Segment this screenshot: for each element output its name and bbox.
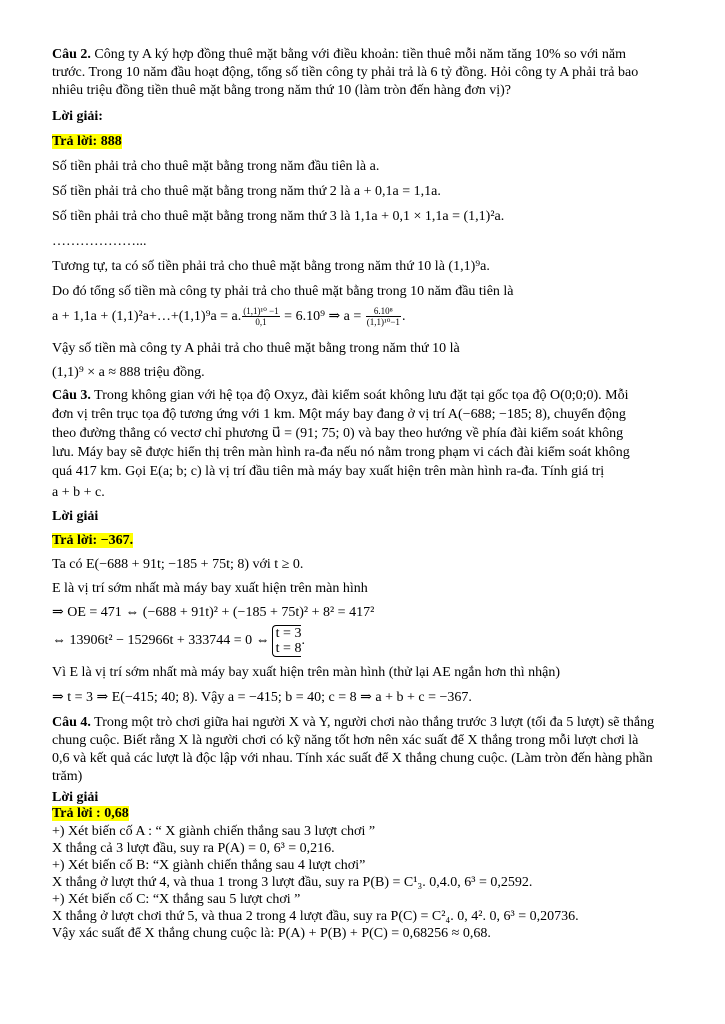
q3-prompt-line-4: lưu. Máy bay sẽ được hiển thị trên màn hình ra-đa nếu nó nằm trong phạm vi cách đài kiểm soát không	[52, 445, 630, 460]
q3-prompt-line-5: quá 417 km. Gọi E(a; b; c) là vị trí đầu tiên mà máy bay xuất hiện trên màn hình ra-đa. Tính giá trị	[52, 464, 605, 479]
q4-prompt-line-2: chung cuộc. Biết rằng X là người chơi có kỹ năng tốt hơn nên xác suất để X thắng trong mỗi lượt chơi là	[52, 733, 639, 748]
q3-prompt-line-2: đơn vị trên trục tọa độ tương ứng với 1 km. Một máy bay đang ở vị trí A(−688; −185; 8), chuyển động	[52, 407, 626, 422]
q2-eq-part-a: a + 1,1a + (1,1)²a+…+(1,1)⁹a = a.	[52, 309, 242, 324]
q3-prompt-line-1	[52, 387, 673, 405]
q2-prompt-text-1: Công ty A ký hợp đồng thuê mặt bằng với điều khoản: tiền thuê mỗi năm tăng 10% so với năm	[94, 47, 627, 62]
q4-step-4: X thắng ở lượt thứ 4, và thua 1 trong 3 lượt đầu, suy ra P(B) = C¹₃. 0,4.0, 6³ = 0,2592.	[52, 875, 533, 890]
q4-title: Câu 4.	[52, 715, 91, 730]
q2-step-6: Do đó tổng số tiền mà công ty phải trả cho thuê mặt bằng trong 10 năm đầu tiên là	[52, 284, 514, 299]
q4-prompt-text-1: Trong một trò chơi giữa hai người X và Y, người chơi nào thắng trước 3 lượt (tối đa 5 lượt) sẽ thắng	[94, 715, 655, 730]
q2-step-8: Vậy số tiền mà công ty A phải trả cho thuê mặt bằng trong năm thứ 10 là	[52, 341, 460, 356]
q3-prompt-text-1: Trong không gian với hệ tọa độ Oxyz, đài kiểm soát không lưu đặt tại gốc tọa độ O(0;0;0). Mỗi	[94, 388, 629, 403]
q4-solution-label: Lời giải	[52, 790, 99, 805]
q2-prompt-line-2: trước. Trong 10 năm đầu hoạt động, tổng số tiền công ty phải trả là 6 tỷ đồng. Hỏi công ty A phải trả bao	[52, 65, 639, 80]
q2-fraction-1: $\frac{\text{(1,1)¹⁰ −1}}{0,1}$	[243, 306, 279, 328]
q2-solution-label: Lời giải:	[52, 109, 103, 124]
q4-step-6: X thắng ở lượt chơi thứ 5, và thua 2 trong 4 lượt đầu, suy ra P(C) = C²₄. 0, 4². 0, 6³ = 0,20736.	[52, 909, 579, 924]
q2-prompt-line-1	[52, 46, 673, 64]
q4-step-3: +) Xét biến cố B: “X giành chiến thắng sau 4 lượt chơi”	[52, 858, 366, 873]
q2-eq-part-b: = 6.10⁹ ⇒ a =	[284, 309, 362, 324]
q2-fraction-2: $\frac{\text{6.10⁸}}{\text{(1,1)¹⁰−1}}$	[366, 306, 400, 328]
q2-eq-part-c: .	[401, 309, 406, 324]
q3-conclusion: ⇒ t = 3 ⇒ E(−415; 40; 8). Vậy a = −415; b = 40; c = 8 ⇒ a + b + c = −367.	[52, 690, 472, 705]
q2-step-1: Số tiền phải trả cho thuê mặt bằng trong năm đầu tiên là a.	[52, 159, 380, 174]
q3-prompt-line-3: theo đường thẳng có vectơ chỉ phương u⃗ = (91; 75; 0) và bay theo hướng về phía đài kiểm soát không	[52, 426, 624, 441]
q4-answer-highlight: Trả lời : 0,68	[52, 806, 129, 821]
q4-prompt-line-3: 0,6 và kết quả các lượt là độc lập với nhau. Tính xác suất để X thắng chung cuộc. (Làm tròn đến hàng phần	[52, 751, 653, 766]
q4-step-5: +) Xét biến cố C: “X thắng sau 5 lượt chơi ”	[52, 892, 301, 907]
q4-step-2: X thắng cả 3 lượt đầu, suy ra P(A) = 0, 6³ = 0,216.	[52, 841, 335, 856]
q2-title: Câu 2.	[52, 47, 91, 62]
q3-title: Câu 3.	[52, 388, 91, 403]
q3-solution-label: Lời giải	[52, 509, 99, 524]
q3-step-5: Vì E là vị trí sớm nhất mà máy bay xuất hiện trên màn hình (thử lại AE ngắn hơn thì nhận)	[52, 665, 561, 680]
q4-prompt-line-4: trăm)	[52, 769, 83, 784]
q3-prompt-line-6: a + b + c.	[52, 485, 105, 500]
q4-step-1: +) Xét biến cố A : “ X giành chiến thắng sau 3 lượt chơi ”	[52, 824, 376, 839]
q3-solution-system	[272, 625, 302, 657]
q4-prompt-line-1	[52, 714, 673, 732]
q2-step-5: Tương tự, ta có số tiền phải trả cho thuê mặt bằng trong năm thứ 10 là (1,1)⁹a.	[52, 259, 490, 274]
q2-step-3: Số tiền phải trả cho thuê mặt bằng trong năm thứ 3 là 1,1a + 0,1 × 1,1a = (1,1)²a.	[52, 209, 505, 224]
q3-step-4-equation	[52, 624, 673, 658]
q3-eq-part-a: ⇔ 13906t² − 152966t + 333744 = 0 ⇔	[52, 633, 270, 648]
q3-step-3: ⇒ OE = 471 ⇔ (−688 + 91t)² + (−185 + 75t)² + 8² = 417²	[52, 605, 375, 620]
q2-prompt-line-3: nhiêu triệu đồng tiền thuê mặt bằng trong năm thứ 10 (làm tròn đến hàng đơn vị)?	[52, 83, 511, 98]
q3-answer-highlight: Trả lời: −367.	[52, 533, 134, 548]
q3-root-2: t = 8	[275, 640, 302, 656]
q3-root-1: t = 3	[275, 625, 302, 641]
q2-step-7-equation	[52, 304, 673, 330]
q2-answer-highlight: Trả lời: 888	[52, 134, 122, 149]
q2-conclusion: (1,1)⁹ × a ≈ 888 triệu đồng.	[52, 365, 205, 380]
q3-step-2: E là vị trí sớm nhất mà máy bay xuất hiện trên màn hình	[52, 581, 368, 596]
q3-eq-part-b: .	[301, 633, 305, 648]
q3-step-1: Ta có E(−688 + 91t; −185 + 75t; 8) với t ≥ 0.	[52, 557, 304, 572]
q2-step-2: Số tiền phải trả cho thuê mặt bằng trong năm thứ 2 là a + 0,1a = 1,1a.	[52, 184, 441, 199]
q2-step-ellipsis: ………………...	[52, 234, 147, 249]
q4-conclusion: Vậy xác suất để X thắng chung cuộc là: P(A) + P(B) + P(C) = 0,68256 ≈ 0,68.	[52, 926, 491, 941]
